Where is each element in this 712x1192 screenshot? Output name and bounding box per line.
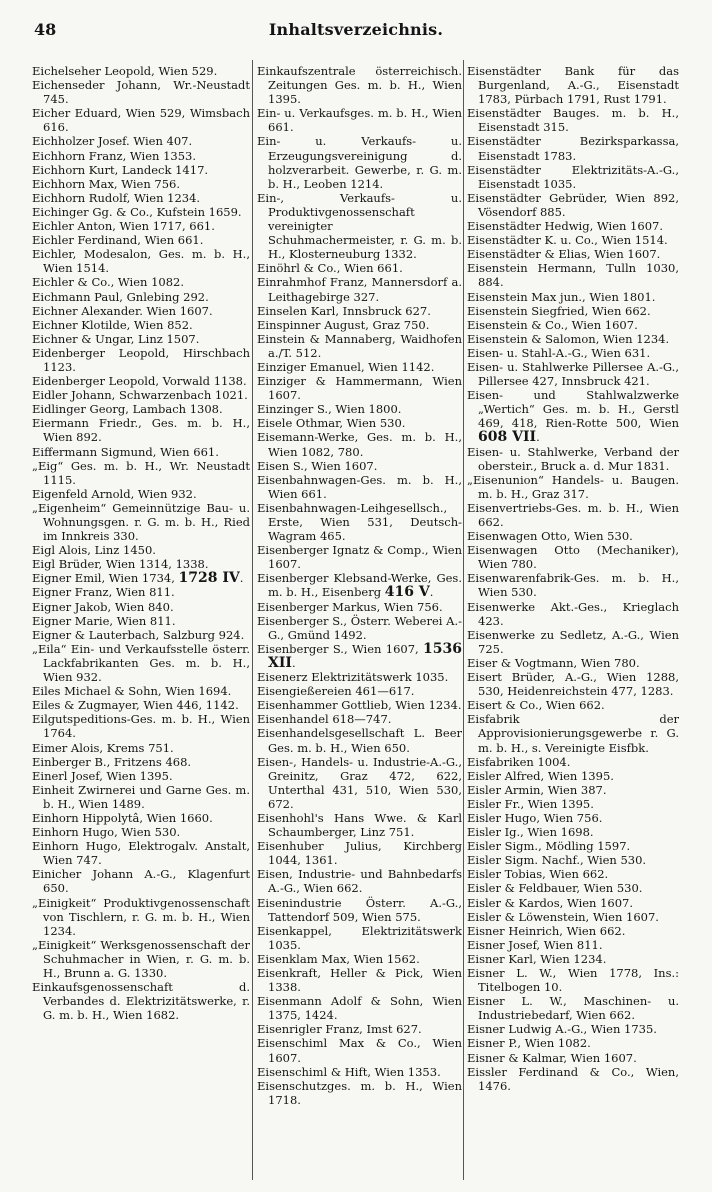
index-entry: Eisler Armin, Wien 387.: [467, 782, 607, 797]
index-entry: Eidenberger Leopold, Vorwald 1138.: [32, 374, 247, 389]
index-entry: Eiffermann Sigmund, Wien 661.: [32, 444, 219, 459]
bold-page-ref: 416 V: [384, 584, 430, 601]
index-entry: Eisenhandel 618—747.: [257, 712, 392, 727]
index-entry: Eisler Alfred, Wien 1395.: [467, 768, 614, 783]
index-entry: Eisenbahnwagen-Ges. m. b. H., Wien 661.: [257, 472, 462, 501]
index-entry: Eisengießereien 461—617.: [257, 684, 415, 699]
index-entry: Eisenmann Adolf & Sohn, Wien 1375, 1424.: [257, 994, 462, 1023]
page-title: Inhaltsverzeichnis.: [268, 20, 444, 39]
index-entry: Eigl Brüder, Wien 1314, 1338.: [32, 557, 209, 572]
index-entry: Eigner & Lauterbach, Salzburg 924.: [32, 627, 245, 642]
index-entry: Einhorn Hippolytâ, Wien 1660.: [32, 810, 213, 825]
index-entry: Eisenhuber Julius, Kirchberg 1044, 1361.: [257, 839, 462, 868]
page-number: 48: [34, 20, 57, 39]
index-entry: Eisenkraft, Heller & Pick, Wien 1338.: [257, 966, 462, 995]
index-entry: Eimer Alois, Krems 751.: [32, 740, 174, 755]
index-entry: Eichhorn Franz, Wien 1353.: [32, 148, 197, 163]
index-entry: Eisenwerke zu Sedletz, A.-G., Wien 725.: [467, 627, 679, 656]
index-entry: Eisner Heinrich, Wien 662.: [467, 923, 626, 938]
index-entry: Eisler Sigm. Nachf., Wien 530.: [467, 853, 647, 868]
index-entry: Eisert & Co., Wien 662.: [467, 698, 605, 713]
index-entry: Eigner Franz, Wien 811.: [32, 585, 175, 600]
index-entry: Eisenstein Hermann, Tulln 1030, 884.: [467, 261, 679, 290]
index-entry: Eisenstädter K. u. Co., Wien 1514.: [467, 233, 668, 248]
index-entry: Eichler Ferdinand, Wien 661.: [32, 233, 204, 248]
index-entry: Einziger & Hammermann, Wien 1607.: [257, 374, 462, 403]
index-entry: Einkaufszentrale österreichisch. Zeitungen Ges. m. b. H., Wien 1395.: [257, 64, 462, 107]
index-entry: Eisenstädter Bezirksparkassa, Eisenstadt 1783.: [467, 134, 679, 163]
index-entry: Eisler Fr., Wien 1395.: [467, 796, 594, 811]
index-entry: Eichler, Modesalon, Ges. m. b. H., Wien 1514.: [32, 247, 250, 276]
index-entry: Eichelseher Leopold, Wien 529.: [32, 64, 218, 78]
index-entry: Einerl Josef, Wien 1395.: [32, 768, 173, 783]
index-entry: Eisen, Industrie- und Bahnbedarfs A.-G., Wien 662.: [257, 867, 462, 896]
index-entry: Eichenseder Johann, Wr.-Neustadt 745.: [32, 78, 250, 107]
index-entry: Eigner Emil, Wien 1734, 1728 IV.: [32, 570, 244, 587]
index-entry: Eisler & Feldbauer, Wien 530.: [467, 881, 643, 896]
index-entry: Eisenhammer Gottlieb, Wien 1234.: [257, 698, 462, 713]
index-entry: Eisenberger S., Wien 1607, 1536 XII.: [257, 640, 462, 671]
index-entry: „Eigenheim“ Gemeinnützige Bau- u. Wohnungsgen. r. G. m. b. H., Ried im Innkreis 330.: [32, 500, 250, 544]
index-entry: Eisenstädter & Elias, Wien 1607.: [467, 247, 661, 262]
index-entry: Eisenklam Max, Wien 1562.: [257, 951, 420, 966]
index-entry: Eisemann-Werke, Ges. m. b. H., Wien 1082, 780.: [257, 430, 462, 459]
index-entry: Eisenwagen Otto, Wien 530.: [467, 529, 633, 544]
index-entry: Eisen-, Handels- u. Industrie-A.-G., Greinitz, Graz 472, 622, Unterthal 431, 510, Wien 530, 672.: [257, 754, 462, 811]
index-entry: Eigner Marie, Wien 811.: [32, 613, 176, 628]
index-entry: Einzinger S., Wien 1800.: [257, 402, 402, 417]
index-entry: Einöhrl & Co., Wien 661.: [257, 261, 403, 276]
index-entry: Eissler Ferdinand & Co., Wien, 1476.: [467, 1064, 679, 1093]
index-entry: Eisenindustrie Österr. A.-G., Tattendorf 509, Wien 575.: [257, 895, 462, 924]
bold-page-ref: 608 VII: [478, 429, 537, 446]
index-entry: Eisenbahnwagen-Leihgesellsch., Erste, Wien 531, Deutsch-Wagram 465.: [257, 500, 462, 544]
index-entry: Einziger Emanuel, Wien 1142.: [257, 359, 435, 374]
index-entry: Eisler Ig., Wien 1698.: [467, 825, 594, 840]
index-entry: Eidenberger Leopold, Hirschbach 1123.: [32, 345, 250, 374]
column-middle: [257, 64, 462, 1174]
index-entry: Einheit Zwirnerei und Garne Ges. m. b. H., Wien 1489.: [32, 782, 250, 811]
index-entry: Eichhorn Rudolf, Wien 1234.: [32, 190, 201, 205]
index-entry: Eigner Jakob, Wien 840.: [32, 599, 174, 614]
index-entry: Eisner Josef, Wien 811.: [467, 937, 603, 952]
column-divider: [463, 60, 464, 1180]
index-entry: Einkaufsgenossenschaft d. Verbandes d. Elektrizitätswerke, r. G. m. b. H., Wien 1682.: [32, 980, 250, 1023]
index-entry: Eisenstein Max jun., Wien 1801.: [467, 289, 656, 304]
index-entry: Eisert Brüder, A.-G., Wien 1288, 530, Heidenreichstein 477, 1283.: [467, 670, 679, 699]
index-entry: Eichholzer Josef. Wien 407.: [32, 134, 193, 149]
index-entry: Eisenstädter Elektrizitäts-A.-G., Eisenstadt 1035.: [467, 162, 679, 191]
index-entry: Eiles & Zugmayer, Wien 446, 1142.: [32, 698, 239, 713]
index-entry: Eisenvertriebs-Ges. m. b. H., Wien 662.: [467, 500, 679, 529]
index-entry: Eisenschutzges. m. b. H., Wien 1718.: [257, 1078, 462, 1107]
index-entry: Eisen- u. Stahl-A.-G., Wien 631.: [467, 345, 651, 360]
index-entry: Eisenwagen Otto (Mechaniker), Wien 780.: [467, 543, 679, 572]
index-entry: Eisen- u. Stahlwerke, Verband der obersteir., Bruck a. d. Mur 1831.: [467, 444, 679, 473]
index-entry: Eisenrigler Franz, Imst 627.: [257, 1022, 422, 1037]
column-left: [32, 64, 250, 1174]
index-entry: Einrahmhof Franz, Mannersdorf a. Leithagebirge 327.: [257, 275, 462, 304]
bold-page-ref: 1536 XII: [268, 640, 462, 671]
index-entry: Eisfabrik der Approvisionierungsgewerbe r. G. m. b. H., s. Vereinigte Eisfbk.: [467, 712, 679, 755]
index-entry: Eisen S., Wien 1607.: [257, 458, 378, 473]
index-entry: Einspinner August, Graz 750.: [257, 317, 430, 332]
index-entry: Eichmann Paul, Gnlebing 292.: [32, 289, 209, 304]
index-entry: Eilgutspeditions-Ges. m. b. H., Wien 1764.: [32, 712, 250, 741]
index-entry: Einstein & Mannaberg, Waidhofen a./T. 512.: [257, 331, 462, 360]
index-entry: Eichler Anton, Wien 1717, 661.: [32, 219, 215, 234]
index-entry: Eisler & Kardos, Wien 1607.: [467, 895, 634, 910]
index-entry: Eisenstädter Bauges. m. b. H., Eisenstadt 315.: [467, 106, 679, 135]
index-entry: „Eisenunion“ Handels- u. Baugen. m. b. H., Graz 317.: [467, 472, 679, 501]
index-entry: Eichinger Gg. & Co., Kufstein 1659.: [32, 204, 242, 219]
index-entry: Eisner P., Wien 1082.: [467, 1036, 591, 1051]
index-entry: Eisner Karl, Wien 1234.: [467, 951, 607, 966]
index-entry: Eichner Klotilde, Wien 852.: [32, 317, 193, 332]
index-entry: Eiser & Vogtmann, Wien 780.: [467, 655, 640, 670]
index-entry: Eisenschiml & Hift, Wien 1353.: [257, 1064, 441, 1079]
index-entry: Ein- u. Verkaufs- u. Erzeugungsvereinigung d. holzverarbeit. Gewerbe, r. G. m. b. H., Leoben 1214.: [257, 134, 462, 191]
index-entry: Eisner & Kalmar, Wien 1607.: [467, 1050, 637, 1065]
index-entry: „Einigkeit“ Werksgenossenschaft der Schuhmacher in Wien, r. G. m. b. H., Brunn a. G. 1330.: [32, 937, 250, 980]
bold-page-ref: 1728 IV: [178, 570, 240, 587]
index-entry: Eisenstädter Bank für das Burgenland, A.-G., Eisenstadt 1783, Pürbach 1791, Rust 1791.: [467, 64, 679, 107]
index-entry: Eichner Alexander. Wien 1607.: [32, 303, 213, 318]
index-entry: Ein- u. Verkaufsges. m. b. H., Wien 661.: [257, 106, 462, 135]
index-entry: Eisenberger S., Österr. Weberei A.-G., Gmünd 1492.: [257, 613, 462, 642]
index-entry: Eisenwarenfabrik-Ges. m. b. H., Wien 530.: [467, 571, 679, 600]
index-entry: Eisfabriken 1004.: [467, 754, 571, 769]
index-entry: Eisenstein & Salomon, Wien 1234.: [467, 331, 670, 346]
index-entry: Eicher Eduard, Wien 529, Wimsbach 616.: [32, 106, 250, 135]
index-entry: Eisenhohl's Hans Wwe. & Karl Schaumberger, Linz 751.: [257, 810, 462, 840]
index-entry: Eichhorn Kurt, Landeck 1417.: [32, 162, 209, 177]
index-entry: Eisenschiml Max & Co., Wien 1607.: [257, 1036, 462, 1065]
index-entry: „Eila“ Ein- und Verkaufsstelle österr. Lackfabrikanten Ges. m. b. H., Wien 932.: [32, 641, 250, 685]
index-entry: Eiles Michael & Sohn, Wien 1694.: [32, 684, 232, 699]
index-entry: Eichler & Co., Wien 1082.: [32, 275, 185, 290]
index-entry: Eisler & Löwenstein, Wien 1607.: [467, 909, 659, 924]
index-entry: Eisenkappel, Elektrizitätswerk 1035.: [257, 923, 462, 952]
index-entry: Eisele Othmar, Wien 530.: [257, 416, 406, 431]
index-entry: Eisenstädter Hedwig, Wien 1607.: [467, 219, 663, 234]
index-entry: Eidlinger Georg, Lambach 1308.: [32, 402, 223, 417]
index-entry: Eisen- u. Stahlwerke Pillersee A.-G., Pillersee 427, Innsbruck 421.: [467, 359, 679, 389]
index-entry: Eisner L. W., Wien 1778, Ins.: Titelbogen 10.: [467, 966, 679, 995]
index-entry: Eisenberger Markus, Wien 756.: [257, 599, 443, 614]
index-entry: Eisenhandelsgesellschaft L. Beer Ges. m. b. H., Wien 650.: [257, 726, 462, 755]
index-entry: Eisenerz Elektrizitätswerk 1035.: [257, 670, 449, 685]
index-entry: Einselen Karl, Innsbruck 627.: [257, 303, 431, 318]
index-entry: Eiermann Friedr., Ges. m. b. H., Wien 892.: [32, 416, 250, 445]
index-entry: Eichner & Ungar, Linz 1507.: [32, 331, 200, 346]
index-entry: Einhorn Hugo, Wien 530.: [32, 825, 181, 840]
index-entry: Eisenstein & Co., Wien 1607.: [467, 317, 638, 332]
index-entry: Eisner L. W., Maschinen- u. Industriebedarf, Wien 662.: [467, 994, 679, 1023]
index-entry: Einicher Johann A.-G., Klagenfurt 650.: [32, 867, 250, 896]
index-entry: Eichhorn Max, Wien 756.: [32, 176, 181, 191]
index-entry: Eisenwerke Akt.-Ges., Krieglach 423.: [467, 599, 679, 628]
index-entry: Eigl Alois, Linz 1450.: [32, 543, 156, 558]
column-right: [467, 64, 679, 1174]
index-entry: Eisenberger Ignatz & Comp., Wien 1607.: [257, 543, 462, 572]
index-entry: Eisenberger Klebsand-Werke, Ges. m. b. H., Eisenberg 416 V.: [257, 571, 462, 601]
index-entry: Eisler Sigm., Mödling 1597.: [467, 839, 631, 854]
index-entry: Eisenstädter Gebrüder, Wien 892, Vösendorf 885.: [467, 190, 679, 219]
index-entry: Einhorn Hugo, Elektrogalv. Anstalt, Wien 747.: [32, 839, 250, 868]
index-entry: Eisler Hugo, Wien 756.: [467, 810, 603, 825]
index-entry: Eisner Ludwig A.-G., Wien 1735.: [467, 1022, 657, 1037]
index-entry: „Eig“ Ges. m. b. H., Wr. Neustadt 1115.: [32, 458, 250, 487]
index-entry: Eisenstein Siegfried, Wien 662.: [467, 303, 651, 318]
index-entry: Eisler Tobias, Wien 662.: [467, 867, 609, 882]
index-entry: Eigenfeld Arnold, Wien 932.: [32, 486, 197, 501]
index-entry: Einberger B., Fritzens 468.: [32, 754, 192, 769]
index-entry: Eidler Johann, Schwarzenbach 1021.: [32, 388, 248, 403]
index-entry: Ein-, Verkaufs- u. Produktivgenossenschaft vereinigter Schuhmachermeister, r. G. m. b. H., Klosterneuburg 1332.: [257, 190, 462, 262]
page-header: [34, 20, 678, 44]
column-divider: [252, 60, 253, 1180]
index-entry: Eisen- und Stahlwalzwerke „Wertich“ Ges. m. b. H., Gerstl 469, 418, Rien-Rotte 500, Wien 608 VII.: [467, 388, 679, 446]
index-entry: „Einigkeit“ Produktivgenossenschaft von Tischlern, r. G. m. b. H., Wien 1234.: [32, 895, 250, 938]
